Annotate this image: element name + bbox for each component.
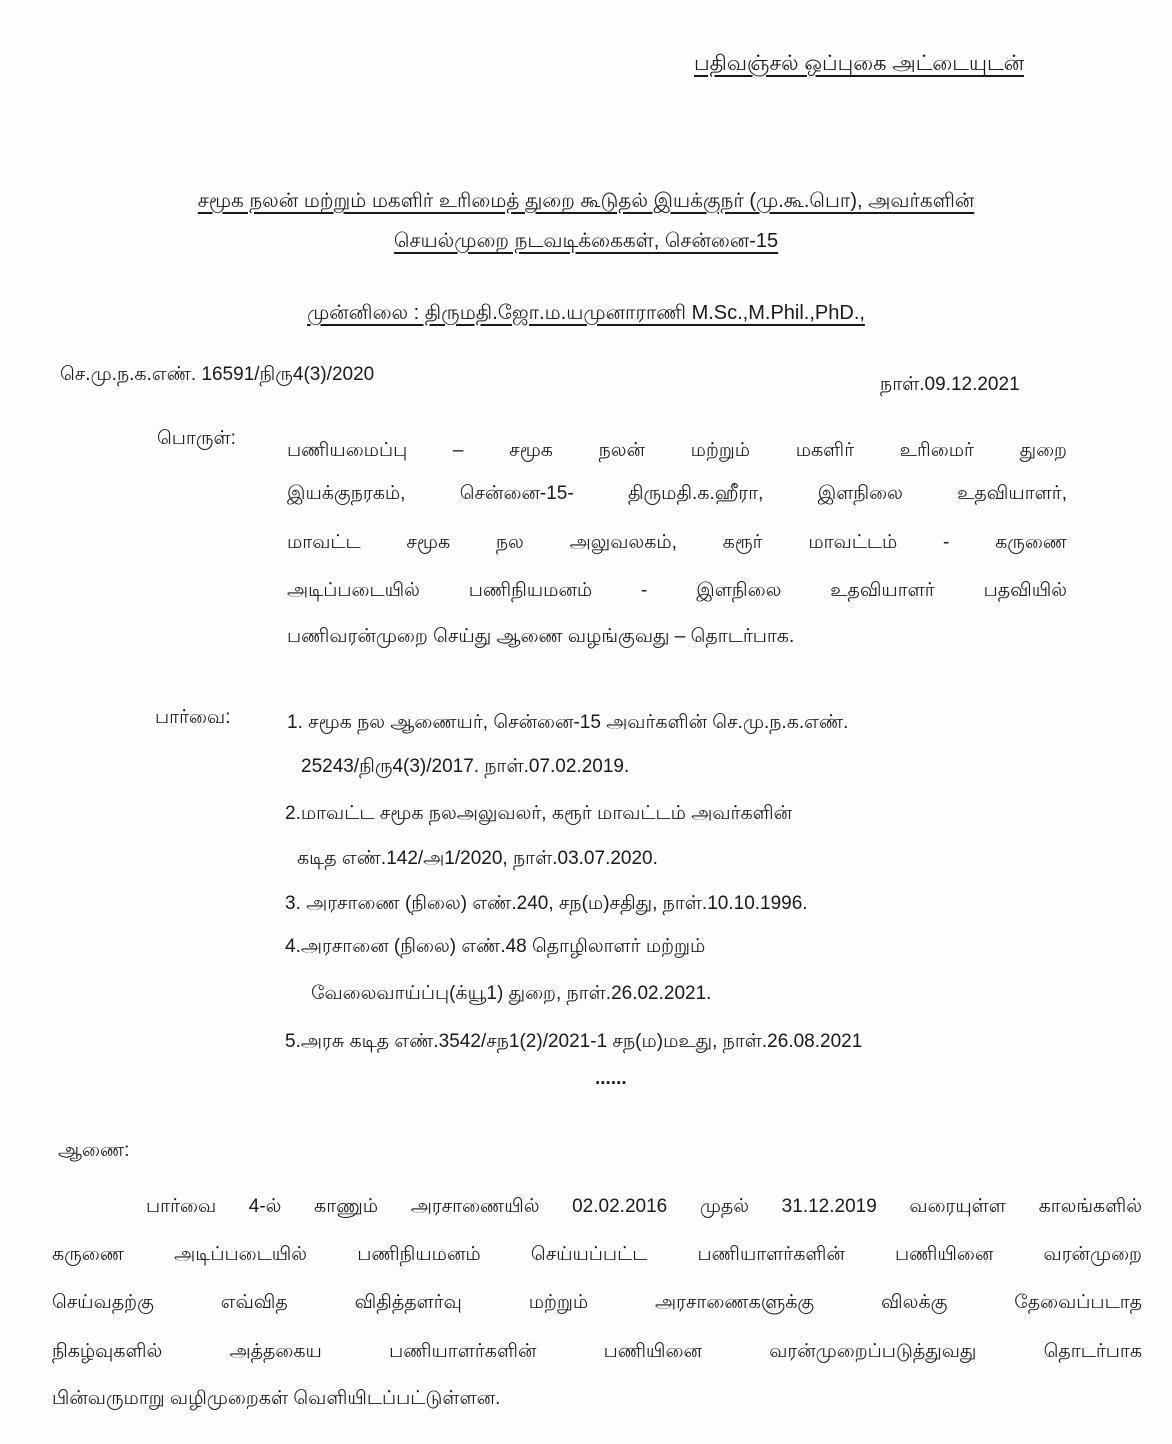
order-paragraph-line: பார்வை 4-ல் காணும் அரசாணையில் 02.02.2016 முதல் 31.12.2019 வரையுள்ள காலங்களில் [146, 1196, 1142, 1217]
subject-line: பணிவரன்முறை செய்து ஆணை வழங்குவது – தொடர்பாக. [287, 626, 795, 647]
reference-item: வேலைவாய்ப்பு(க்யூ1) துறை, நாள்.26.02.2021. [311, 983, 712, 1004]
order-label: ஆணை: [58, 1140, 130, 1161]
reference-item: 5.அரசு கடித எண்.3542/சந1(2)/2021-1 சந(ம)மஉது, நாள்.26.08.2021 [285, 1031, 863, 1052]
reference-item: 1. சமூக நல ஆணையர், சென்னை-15 அவர்களின் செ.மு.ந.க.எண். [287, 712, 849, 733]
subject-line: இயக்குநரகம், சென்னை-15- திருமதி.க.ஹீரா, இளநிலை உதவியாளர், [287, 483, 1067, 504]
subject-line: அடிப்படையில் பணிநியமனம் - இளநிலை உதவியாளர் பதவியில் [287, 580, 1067, 601]
order-paragraph-line: கருணை அடிப்படையில் பணிநியமனம் செய்யப்பட்ட பணியாளர்களின் பணியினை வரன்முறை [52, 1244, 1142, 1265]
reference-item: 3. அரசாணை (நிலை) எண்.240, சந(ம)சதிது, நாள்.10.10.1996. [285, 893, 808, 914]
references-label: பார்வை: [155, 707, 231, 728]
references-separator: ...... [595, 1068, 627, 1089]
reference-item: 4.அரசானை (நிலை) எண்.48 தொழிலாளர் மற்றும் [285, 936, 706, 957]
title-line-2: செயல்முறை நடவடிக்கைகள், சென்னை-15 [393, 230, 779, 252]
subject-label: பொருள்: [157, 428, 236, 449]
reference-item: 25243/நிரு4(3)/2017. நாள்.07.02.2019. [301, 756, 630, 777]
order-paragraph-line: பின்வருமாறு வழிமுறைகள் வெளியிடப்பட்டுள்ளன. [52, 1388, 501, 1409]
reference-item: கடித எண்.142/அ1/2020, நாள்.03.07.2020. [297, 848, 658, 869]
presence-line: முன்னிலை : திருமதி.ஜோ.ம.யமுனாராணி M.Sc.,M.Phil.,PhD., [307, 302, 865, 324]
subject-line: பணியமைப்பு – சமூக நலன் மற்றும் மகளிர் உரிமைர் துறை [287, 440, 1067, 461]
reference-number: செ.மு.ந.க.எண். 16591/நிரு4(3)/2020 [60, 364, 375, 385]
order-paragraph-line: நிகழ்வுகளில் அத்தகைய பணியாளர்களின் பணியினை வரன்முறைப்படுத்துவது தொடர்பாக [52, 1341, 1142, 1362]
registered-post-heading: பதிவஞ்சல் ஒப்புகை அட்டையுடன் [694, 52, 1025, 75]
title-line-1: சமூக நலன் மற்றும் மகளிர் உரிமைத் துறை கூடுதல் இயக்குநர் (மு.கூ.பொ), அவர்களின் [197, 190, 975, 212]
order-paragraph-line: செய்வதற்கு எவ்வித விதித்தளர்வு மற்றும் அரசாணைகளுக்கு விலக்கு தேவைப்படாத [52, 1292, 1142, 1313]
subject-line: மாவட்ட சமூக நல அலுவலகம், கரூர் மாவட்டம் - கருணை [287, 532, 1067, 553]
order-date: நாள்.09.12.2021 [880, 374, 1020, 395]
reference-item: 2.மாவட்ட சமூக நலஅலுவலர், கரூர் மாவட்டம் அவர்களின் [285, 803, 793, 824]
